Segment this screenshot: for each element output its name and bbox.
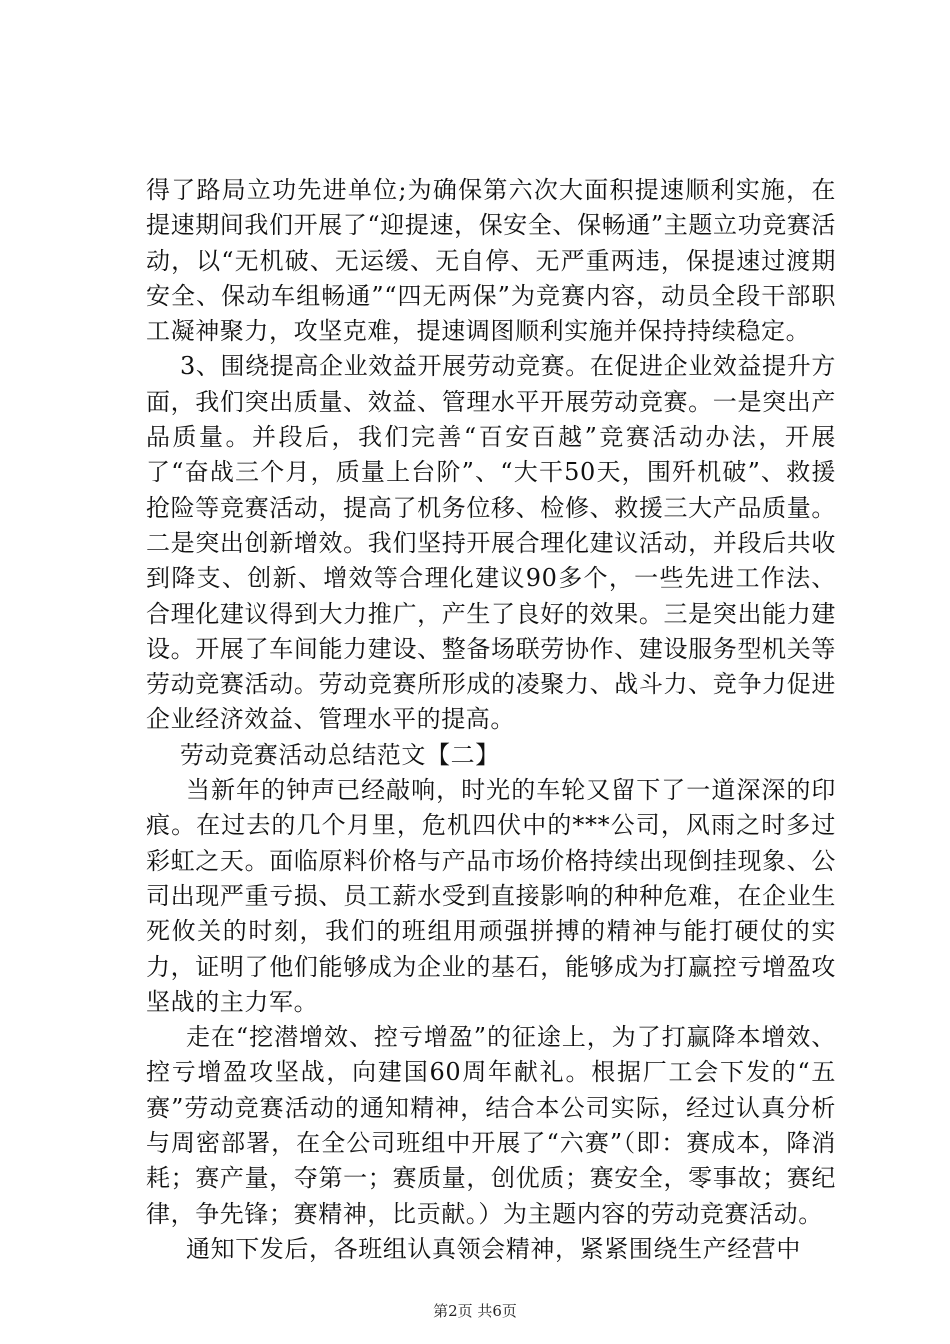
- paragraph-continuation: 得了路局立功先进单位;为确保第六次大面积提速顺利实施，在提速期间我们开展了“迎提速，保安全、保畅通”主题立功竞赛活动，以“无机破、无运缓、无自停、无严重两违，保提速过渡期安全、保动车组畅通”“四无两保”为竞赛内容，动员全段干部职工凝神聚力，攻坚克难，提速调图顺利实施并保持持续稳定。: [146, 176, 836, 346]
- paragraph-notice: 通知下发后，各班组认真领会精神，紧紧围绕生产经营中: [186, 1234, 801, 1263]
- section-heading: 劳动竞赛活动总结范文【二】: [180, 740, 500, 769]
- paragraph-activities: 走在“挖潜增效、控亏增盈”的征途上，为了打赢降本增效、控亏增盈攻坚战，向建国60周年献礼。根据厂工会下发的“五赛”劳动竞赛活动的通知精神，结合本公司实际，经过认真分析与周密部署，在全公司班组中开展了“六赛”（即：赛成本，降消耗；赛产量，夺第一；赛质量，创优质；赛安全，零事故；赛纪律，争先锋；赛精神，比贡献。）为主题内容的劳动竞赛活动。: [146, 1023, 836, 1228]
- document-body: [146, 173, 836, 1267]
- page-footer: 第2页 共6页: [433, 1302, 517, 1320]
- paragraph-intro: 当新年的钟声已经敲响，时光的车轮又留下了一道深深的印痕。在过去的几个月里，危机四伏中的***公司，风雨之时多过彩虹之天。面临原料价格与产品市场价格持续出现倒挂现象、公司出现严重亏损、员工薪水受到直接影响的种种危难，在企业生死攸关的时刻，我们的班组用顽强拼搏的精神与能打硬仗的实力，证明了他们能够成为企业的基石，能够成为打赢控亏增盈攻坚战的主力军。: [146, 776, 836, 1016]
- paragraph-section-3: 3、围绕提高企业效益开展劳动竞赛。在促进企业效益提升方面，我们突出质量、效益、管理水平开展劳动竞赛。一是突出产品质量。并段后，我们完善“百安百越”竞赛活动办法，开展了“奋战三个月，质量上台阶”、“大干50天，围歼机破”、救援抢险等竞赛活动，提高了机务位移、检修、救援三大产品质量。二是突出创新增效。我们坚持开展合理化建议活动，并段后共收到降支、创新、增效等合理化建议90多个，一些先进工作法、合理化建议得到大力推广，产生了良好的效果。三是突出能力建设。开展了车间能力建设、整备场联劳协作、建设服务型机关等劳动竞赛活动。劳动竞赛所形成的凌聚力、战斗力、竞争力促进企业经济效益、管理水平的提高。: [146, 352, 836, 734]
